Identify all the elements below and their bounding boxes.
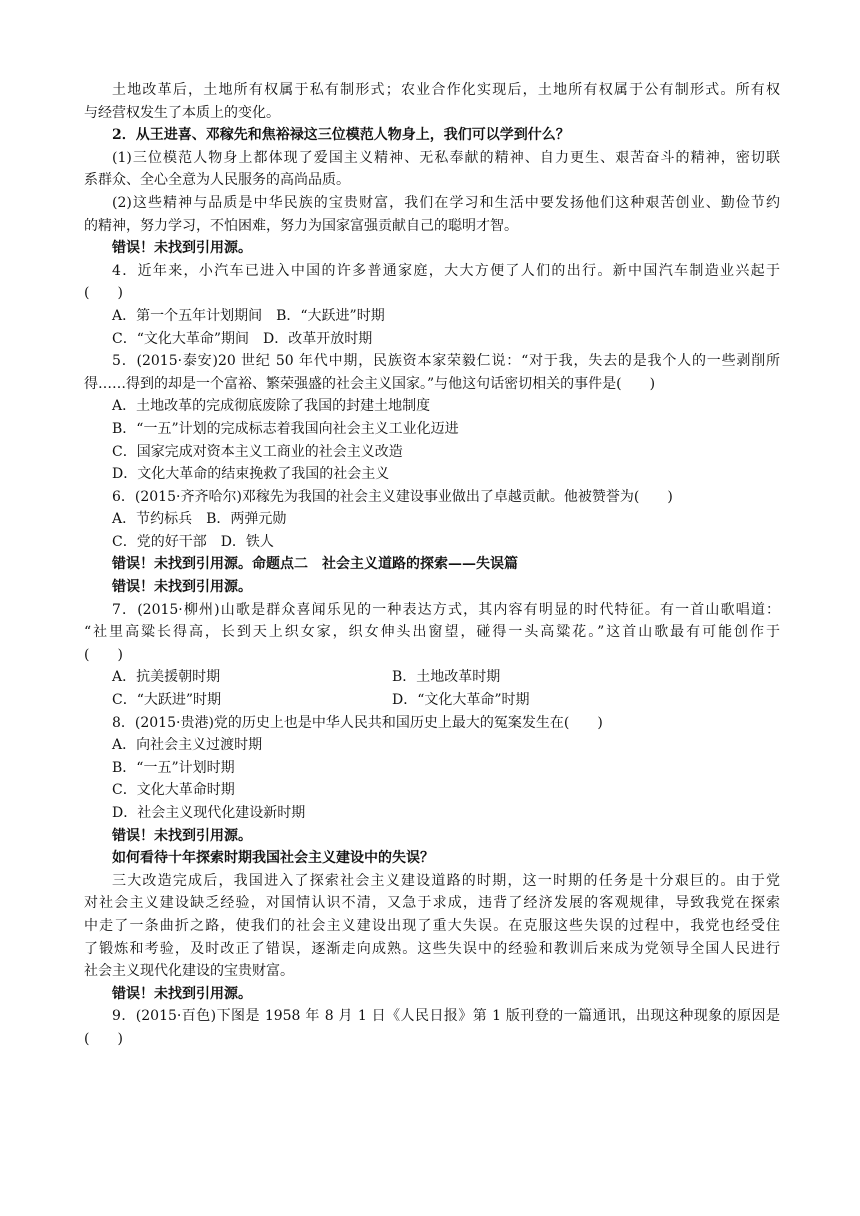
text-line: 的精神，努力学习，不怕困难，努力为国家富强贡献自己的聪明才智。 bbox=[84, 217, 518, 234]
text-line: 得……得到的却是一个富裕、繁荣强盛的社会主义国家。”与他这句话密切相关的事件是( ) bbox=[84, 375, 656, 392]
text-line: 了锻炼和考验，及时改正了错误，逐渐走向成熟。这些失误中的经验和教训后来成为党领导全国人民进行 bbox=[84, 940, 780, 957]
q7-options bbox=[84, 666, 780, 711]
text-line: C．党的好干部 D．铁人 bbox=[112, 533, 274, 550]
heading-line: 2．从王进喜、邓稼先和焦裕禄这三位模范人物身上，我们可以学到什么？ bbox=[112, 127, 570, 144]
heading-line: 如何看待十年探索时期我国社会主义建设中的失误？ bbox=[112, 850, 434, 867]
text-line: A．节约标兵 B．两弹元勋 bbox=[112, 511, 287, 528]
document-page bbox=[84, 79, 780, 1051]
text-line: A．土地改革的完成彻底废除了我国的封建土地制度 bbox=[112, 398, 431, 415]
text-line: 系群众、全心全意为人民服务的高尚品质。 bbox=[84, 172, 350, 189]
text-line: 三大改造完成后，我国进入了探索社会主义建设道路的时期，这一时期的任务是十分艰巨的。由于党 bbox=[112, 872, 780, 889]
text-line: 6．(2015·齐齐哈尔)邓稼先为我国的社会主义建设事业做出了卓越贡献。他被赞誉为( ) bbox=[112, 488, 673, 505]
text-block-top bbox=[84, 79, 780, 666]
heading-line: 错误！未找到引用源。 bbox=[112, 827, 252, 844]
option-row bbox=[84, 689, 780, 712]
answer-option: A．抗美援朝时期 bbox=[112, 669, 221, 686]
text-line: C．国家完成对资本主义工商业的社会主义改造 bbox=[112, 443, 403, 460]
text-line: C．文化大革命时期 bbox=[112, 782, 235, 799]
answer-option: D．“文化大革命”时期 bbox=[392, 692, 530, 709]
heading-line: 错误！未找到引用源。命题点二 社会主义道路的探索——失误篇 bbox=[112, 556, 518, 573]
heading-line: 错误！未找到引用源。 bbox=[112, 240, 252, 257]
text-line: ( ) bbox=[84, 1030, 123, 1047]
text-line: 7．(2015·柳州)山歌是群众喜闻乐见的一种表达方式，其内容有明显的时代特征。有一首山歌唱道： bbox=[112, 601, 780, 618]
text-block-bottom bbox=[84, 712, 780, 1051]
option-row bbox=[84, 666, 780, 689]
answer-option: C．“大跃进”时期 bbox=[112, 692, 222, 709]
text-line: 与经营权发生了本质上的变化。 bbox=[84, 104, 280, 121]
text-line: 9．(2015·百色)下图是 1958 年 8 月 1 日《人民日报》第 1 版刊登的一篇通讯，出现这种现象的原因是 bbox=[112, 1008, 780, 1025]
text-line: 8．(2015·贵港)党的历史上也是中华人民共和国历史上最大的冤案发生在( ) bbox=[112, 714, 603, 731]
heading-line: 错误！未找到引用源。 bbox=[112, 985, 252, 1002]
text-line: (1)三位模范人物身上都体现了爱国主义精神、无私奉献的精神、自力更生、艰苦奋斗的精神，密切联 bbox=[112, 149, 780, 166]
text-line: A．向社会主义过渡时期 bbox=[112, 737, 263, 754]
heading-line: 错误！未找到引用源。 bbox=[112, 579, 252, 596]
text-line: C．“文化大革命”期间 D．改革开放时期 bbox=[112, 330, 373, 347]
text-line: 社会主义现代化建设的宝贵财富。 bbox=[84, 963, 294, 980]
text-line: 5．(2015·泰安)20 世纪 50 年代中期，民族资本家荣毅仁说：“对于我，失去的是我个人的一些剥削所 bbox=[112, 353, 780, 370]
answer-option: B．土地改革时期 bbox=[392, 669, 501, 686]
text-line: 中走了一条曲折之路，使我们的社会主义建设出现了重大失误。在克服这些失误的过程中，我党也经受住 bbox=[84, 917, 780, 934]
text-line: D．文化大革命的结束挽救了我国的社会主义 bbox=[112, 466, 390, 483]
text-line: D．社会主义现代化建设新时期 bbox=[112, 805, 306, 821]
text-line: 4．近年来，小汽车已进入中国的许多普通家庭，大大方便了人们的出行。新中国汽车制造业兴起于 bbox=[112, 262, 780, 279]
text-line: 土地改革后，土地所有权属于私有制形式；农业合作化实现后，土地所有权属于公有制形式。所有权 bbox=[112, 82, 780, 98]
text-line: B．“一五”计划的完成标志着我国向社会主义工业化迈进 bbox=[112, 420, 459, 437]
text-line: “社里高粱长得高，长到天上织女家，织女伸头出窗望，碰得一头高粱花。”这首山歌最有可能创作于 bbox=[84, 624, 780, 641]
text-line: 对社会主义建设缺乏经验，对国情认识不清，又急于求成，违背了经济发展的客观规律，导致我党在探索 bbox=[84, 895, 780, 912]
text-line: A．第一个五年计划期间 B．“大跃进”时期 bbox=[112, 307, 385, 324]
text-line: ( ) bbox=[84, 285, 123, 302]
text-line: B．“一五”计划时期 bbox=[112, 759, 235, 776]
text-line: (2)这些精神与品质是中华民族的宝贵财富，我们在学习和生活中要发扬他们这种艰苦创业、勤俭节约 bbox=[112, 194, 780, 211]
text-line: ( ) bbox=[84, 646, 123, 663]
